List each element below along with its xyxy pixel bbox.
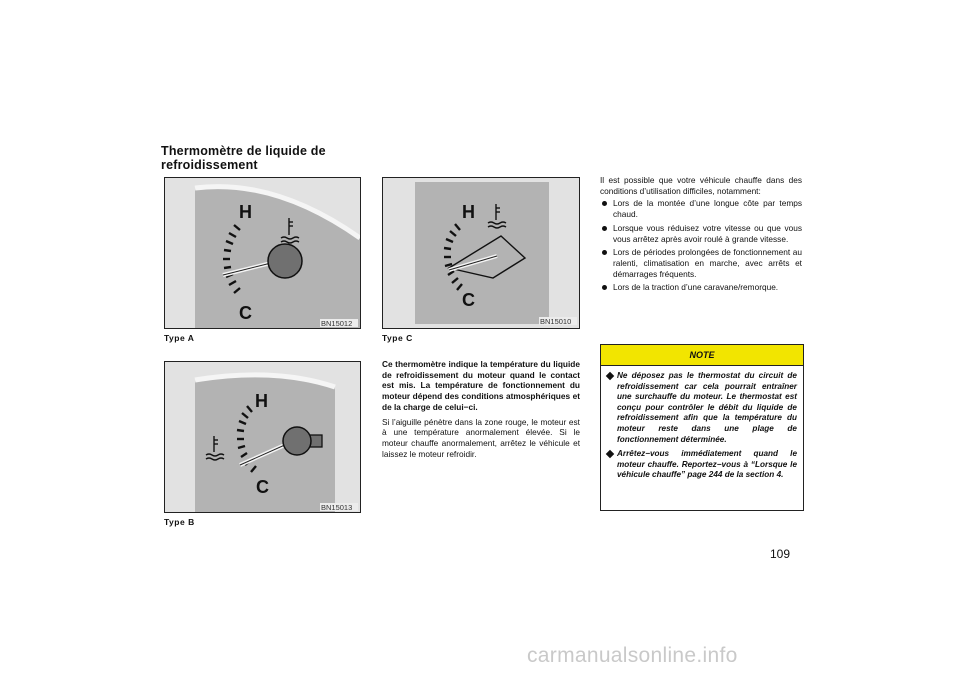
note-body (601, 366, 803, 481)
list-item: Lors de la montée d’une longue côte par temps chaud. (600, 198, 802, 219)
gauge-h-label: H (255, 391, 268, 411)
figure-type-c (382, 177, 580, 329)
middle-column-text (382, 359, 580, 463)
overheat-intro: Il est possible que votre véhicule chauffe dans des conditions d’utilisation difficiles, notamment: (600, 175, 802, 196)
needle-hub (268, 244, 302, 278)
gauge-h-label: H (462, 202, 475, 222)
right-column-text (600, 175, 802, 296)
bullet-icon (602, 285, 607, 290)
conditions-list (600, 198, 802, 293)
note-item: Arrêtez−vous immédiatement quand le moteur chauffe. Reportez−vous à “Lorsque le véhicule chauffe” page 244 de la section 4. (606, 449, 797, 481)
figure-type-a (164, 177, 361, 329)
intro-paragraph: Si l’aiguille pénètre dans la zone rouge, le moteur est à une température anormalement élevée. Si le moteur chauffe anormalement, arrêtez le véhicule et laissez le moteur refroidir. (382, 416, 580, 459)
figure-caption-type-b: Type B (164, 517, 195, 527)
figure-code: BN15013 (321, 503, 353, 512)
note-header: NOTE (601, 345, 803, 366)
figure-caption-type-c: Type C (382, 333, 413, 343)
figure-code: BN15012 (321, 319, 353, 328)
section-title (161, 144, 326, 172)
section-title-line2: refroidissement (161, 158, 258, 172)
gauge-type-c-illustration (383, 178, 579, 328)
list-item: Lors de la traction d’une caravane/remorque. (600, 282, 802, 293)
section-title-line1: Thermomètre de liquide de (161, 144, 326, 158)
note-item: Ne déposez pas le thermostat du circuit de refroidissement car cela pourrait entraîner une surchauffe du moteur. Le thermostat est conçu pour contrôler le débit du liquide de refroidissement afin que la température du moteur reste dans une plage de fonctionnement déterminée. (606, 371, 797, 445)
gauge-c-label: C (239, 303, 252, 323)
diamond-bullet-icon (606, 450, 614, 458)
gauge-c-label: C (462, 290, 475, 310)
list-item: Lors de périodes prolongées de fonctionnement au ralenti, climatisation en marche, avec arrêts et démarrages fréquents. (600, 247, 802, 279)
needle-hub (283, 427, 311, 455)
gauge-type-a-illustration (165, 178, 360, 328)
figure-code: BN15010 (540, 317, 572, 326)
note-box (600, 344, 804, 511)
page-number: 109 (770, 547, 791, 561)
bullet-icon (602, 250, 607, 255)
gauge-h-label: H (239, 202, 252, 222)
bullet-icon (602, 226, 607, 231)
gauge-type-b-illustration (165, 362, 360, 512)
watermark-link[interactable]: carmanualsonline.info (527, 644, 738, 667)
list-item: Lorsque vous réduisez votre vitesse ou que vous vous arrêtez après avoir roulé à grande vitesse. (600, 223, 802, 244)
figure-type-b (164, 361, 361, 513)
diamond-bullet-icon (606, 372, 614, 380)
gauge-c-label: C (256, 477, 269, 497)
bullet-icon (602, 201, 607, 206)
intro-paragraph-bold: Ce thermomètre indique la température du liquide de refroidissement du moteur quand le contact est mis. La température de fonctionnement du moteur dépend des conditions atmosphériques et de la charge de celui−ci. (382, 359, 580, 412)
figure-caption-type-a: Type A (164, 333, 195, 343)
